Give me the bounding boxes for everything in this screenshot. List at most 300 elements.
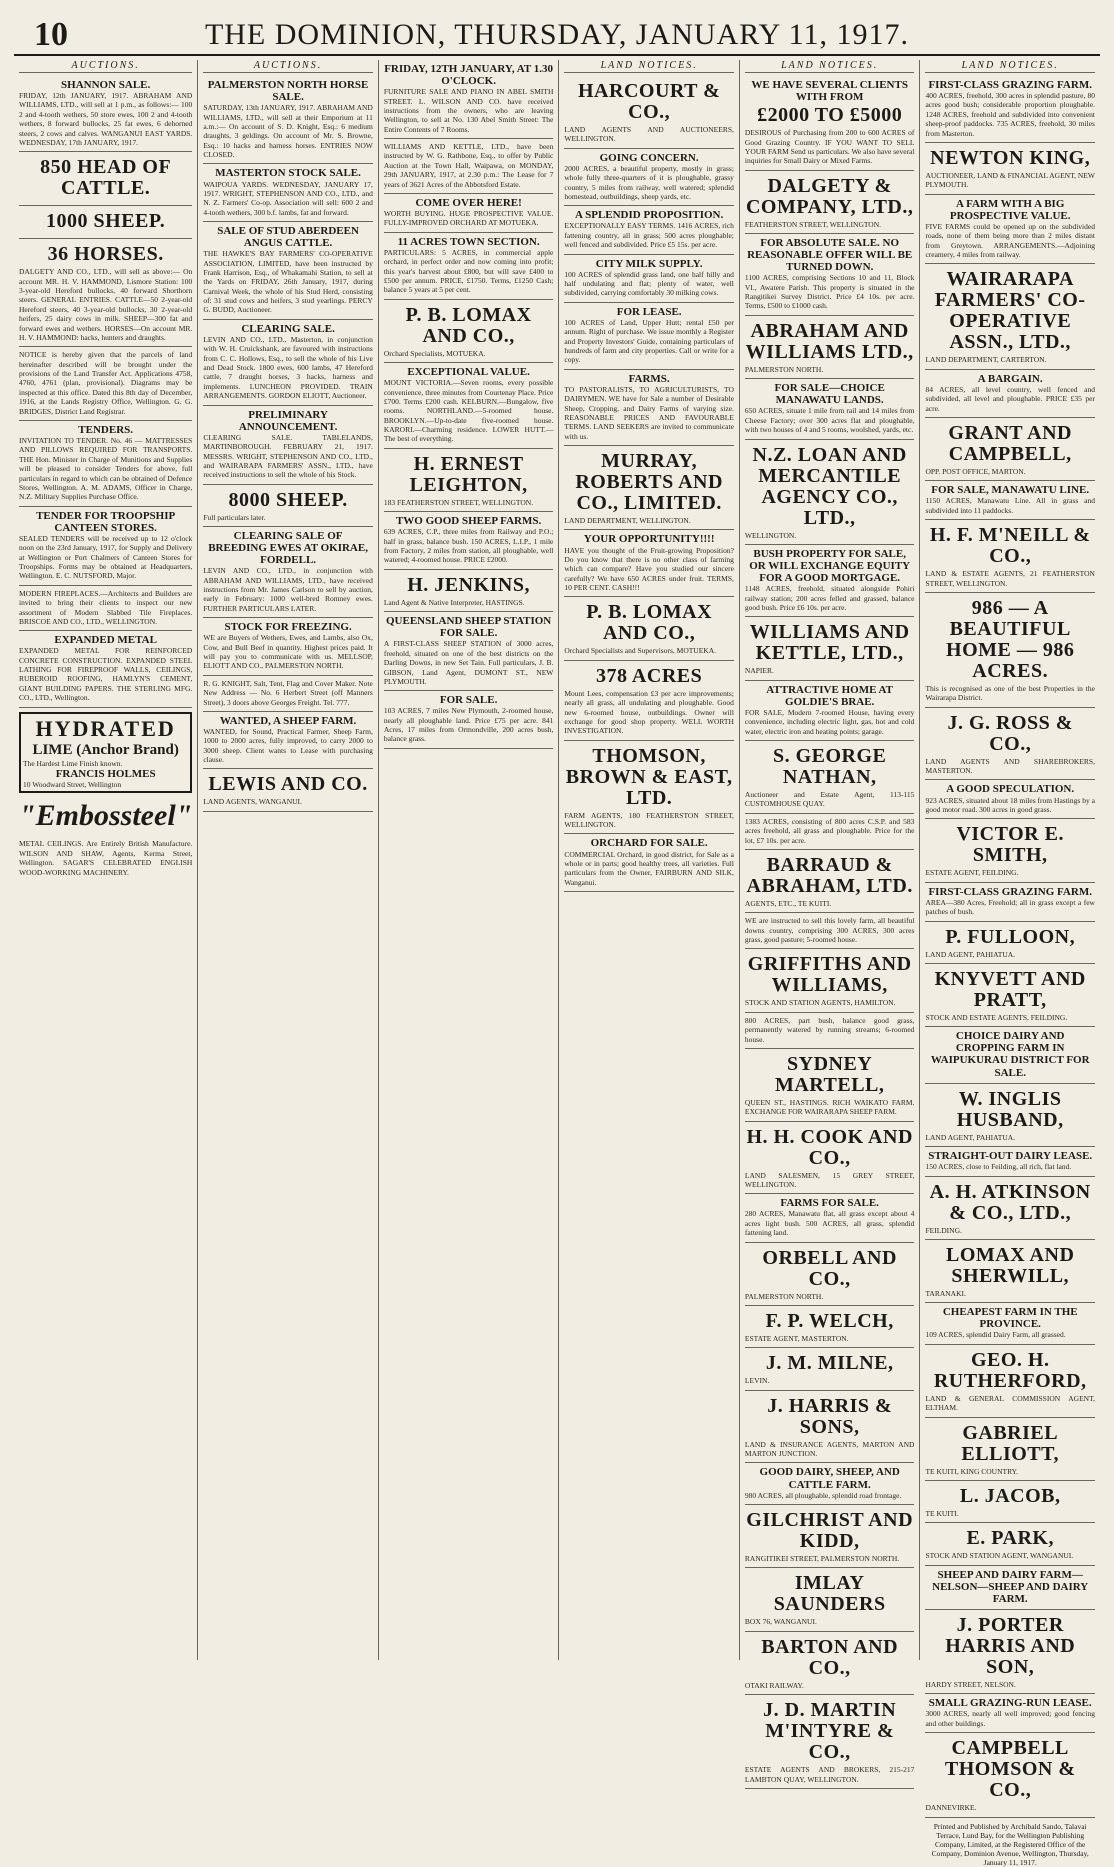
advertisement	[925, 708, 1095, 781]
ad-body-text: RANGITIKEI STREET, PALMERSTON NORTH.	[744, 1554, 900, 1564]
ad-heading: CHEAPEST FARM IN THE PROVINCE.	[942, 1306, 1078, 1331]
advertisement	[925, 1418, 1095, 1481]
advertisement	[925, 593, 1095, 708]
ad-body-text: LAND AGENTS, WANGANUI.	[203, 797, 302, 807]
ad-heading: A BARGAIN.	[977, 372, 1043, 385]
advertisement	[203, 76, 373, 164]
advertisement	[745, 1695, 915, 1789]
ad-body-text: 84 ACRES, all level country, well fenced and subdivided, all level and ploughable. PRICE £35 per acre.	[925, 384, 1095, 413]
advertisement	[745, 316, 915, 379]
ad-body-text: OTAKI RAILWAY.	[744, 1680, 804, 1690]
advertisement	[925, 1084, 1095, 1147]
ad-body-text: LAND AGENT, PAHIATUA.	[925, 1132, 1016, 1142]
ad-advertiser-name: £2000 TO £5000	[757, 104, 903, 127]
ad-body-text: MODERN FIREPLACES.—Architects and Builders are invited to bring their clients to inspect our new assortment of Modern Slabbed Tile Fireplaces. BRISCOE AND CO., LTD., WELLINGTON.	[19, 588, 193, 626]
advertisement	[745, 741, 915, 814]
ad-heading: EXCEPTIONAL VALUE.	[407, 366, 530, 379]
ad-advertiser-name: 378 ACRES	[596, 664, 703, 687]
ad-advertiser-name: 36 HORSES.	[47, 243, 164, 266]
ad-body-text: WELLINGTON.	[744, 530, 797, 540]
ad-heading: FOR ABSOLUTE SALE. NO REASONABLE OFFER WILL BE TURNED DOWN.	[747, 237, 913, 274]
ad-body-text: 400 ACRES, freehold, 300 acres in splendid pasture, 80 acres good bush; considerable proportion ploughable. 1248 ACRES, freehold and subdivided into convenient sheep-proof paddocks. 735 ACRES, freehold, 30 miles from Masterton.	[925, 91, 1095, 138]
ad-body-text: COMMERCIAL Orchard, in good district, for Sale as a whole or in parts; good healthy trees, all varieties. Full particulars from the Owner, FAIRBURN AND SILK, Wanganui.	[564, 849, 734, 887]
advertisement	[745, 1632, 915, 1695]
ad-advertiser-name: WILLIAMS AND KETTLE, LTD.,	[749, 621, 910, 665]
ad-heading: ORCHARD FOR SALE.	[590, 837, 708, 850]
ad-heading: FOR SALE.	[439, 694, 498, 707]
ad-advertiser-name: F. P. WELCH,	[765, 1309, 894, 1332]
advertisement	[19, 631, 192, 707]
ad-body-text: WORTH BUYING. HUGE PROSPECTIVE VALUE. FULLY-IMPROVED ORCHARD AT MOTUEKA.	[383, 209, 554, 228]
ad-advertiser-name: THOMSON, BROWN & EAST, LTD.	[565, 744, 733, 809]
ad-heading: TENDER FOR TROOPSHIP CANTEEN STORES.	[36, 509, 176, 534]
ad-body-text: STOCK AND STATION AGENTS, HAMILTON.	[744, 998, 896, 1008]
advertisement	[925, 922, 1095, 964]
advertisement	[384, 60, 554, 139]
ad-body-text: WE are Buyers of Wethers, Ewes, and Lambs, also Ox, Cow, and Bull Beef in quantity. Highest prices paid. It will pay you to communicate with us. MELLSOP, ELIOTT AND CO., PALMERSTON NORTH.	[203, 633, 373, 671]
advertisement	[745, 1568, 915, 1631]
advertisement	[203, 164, 373, 222]
ad-advertiser-name: CAMPBELL THOMSON & CO.,	[944, 1737, 1076, 1802]
advertisement	[925, 883, 1095, 922]
advertisement	[925, 1345, 1095, 1418]
lime-tagline: The Hardest Lime Finish known.	[23, 758, 123, 768]
ad-heading: FARMS.	[628, 372, 670, 385]
advertisement	[745, 379, 915, 439]
advertisement	[203, 222, 373, 320]
ad-body-text: LAND & ESTATE AGENTS, 21 FEATHERSTON STREET, WELLINGTON.	[925, 569, 1095, 588]
ad-body-text: ESTATE AGENTS AND BROKERS, 215-217 LAMBTON QUAY, WELLINGTON.	[744, 1765, 915, 1784]
ad-body-text: NAPIER.	[744, 666, 774, 676]
advertisement	[564, 597, 734, 660]
ad-body-text: LAND & GENERAL COMMISSION AGENT, ELTHAM.	[925, 1393, 1095, 1413]
ad-body-text: TE KUITI, KING COUNTRY.	[925, 1466, 1019, 1476]
advertisement	[925, 481, 1095, 520]
ad-body-text: LAND AGENT, PAHIATUA.	[925, 949, 1016, 959]
ad-advertiser-name: 986 — A BEAUTIFUL HOME — 986 ACRES.	[946, 596, 1075, 682]
ad-body-text: LEVIN.	[744, 1376, 770, 1386]
advertisement	[564, 741, 734, 835]
ad-body-text: LEVIN AND CO., LTD., in conjunction with ABRAHAM AND WILLIAMS, LTD., have received instructions from Mr. James Carlson to sell by auction, early in February: 1000 well-bred Romney ewes. FURTHER PARTICULARS LATER.	[203, 566, 373, 613]
ad-body-text: 280 ACRES, Manawatu flat, all grass except about 4 acres light bush. 500 ACRES, all grass, splendid fattening land.	[744, 1209, 915, 1238]
ad-body-text: Full particulars later.	[203, 512, 266, 522]
advertisement	[564, 834, 734, 892]
advertisement	[925, 1240, 1095, 1303]
ad-body-text: DESIROUS of Purchasing from 200 to 600 ACRES of Good Grazing Country. IF YOU WANT TO SELL YOUR FARM Send us particulars. We also have several inquiries for Small Dairy or Mixed Farms.	[744, 128, 915, 166]
ad-heading: CLEARING SALE OF BREEDING EWES AT OKIRAE, FORDELL.	[208, 530, 368, 567]
ad-heading: GOOD DAIRY, SHEEP, AND CATTLE FARM.	[759, 1466, 900, 1491]
ad-body-text: R. G. KNIGHT, Salt, Tent, Flag and Cover Maker. Note New Address — No. 6 Herbert Street (off Manners Street), 3 doors above Georges Freight. Tel. 777.	[203, 678, 373, 707]
ad-heading: FOR LEASE.	[616, 305, 682, 318]
ad-heading: GOING CONCERN.	[599, 151, 699, 164]
advertisement	[203, 676, 373, 712]
ad-advertiser-name: 850 HEAD OF CATTLE.	[40, 156, 172, 200]
advertisement	[564, 303, 734, 370]
ad-heading: CLEARING SALE.	[241, 322, 335, 335]
ad-advertiser-name: GRIFFITHS AND WILLIAMS,	[747, 953, 912, 997]
ad-advertiser-name: H. ERNEST LEIGHTON,	[409, 452, 528, 496]
advertisement	[745, 913, 915, 949]
column-2	[198, 60, 379, 1660]
embossteel-logo: "Embossteel"	[19, 799, 193, 833]
ad-advertiser-name: W. INGLIS HUSBAND,	[956, 1087, 1064, 1131]
ad-body-text: WE are instructed to sell this lovely farm, all beautiful downs country, comprising 300 ACRES, 300 acres grass, good pasture; 5-roomed house.	[744, 916, 915, 944]
advertisement	[925, 964, 1095, 1027]
advertisement	[19, 347, 192, 421]
advertisement	[925, 1027, 1095, 1083]
ad-body-text: SATURDAY, 13th JANUARY, 1917. ABRAHAM AND WILLIAMS, LTD., will sell at their Emporium at 11 a.m.:— On account of S. D. Knight, Esq.: 6 medium draughts, 3 geldings. On account of Mr. S. Browne, Esq.: 10 hacks and harness horses. ENTRIES NOW CLOSED.	[203, 103, 373, 160]
advertisement	[925, 1177, 1095, 1240]
ad-body-text: CLEARING SALE. TABLELANDS, MARTINBOROUGH. FEBRUARY 21, 1917. MESSRS. WRIGHT, STEPHENSON AND CO., LTD., and WAIRARAPA FARMERS' ASSN., LTD., have received instructions to sell the whole of his Stock.	[203, 432, 373, 480]
ad-body-text: FURNITURE SALE AND PIANO IN ABEL SMITH STREET. L. WILSON AND CO. have received instructions from the owners, who are leaving Wellington, to sell at No. 130 Abel Smith Street: The Entire Contents of 7 Rooms.	[383, 87, 554, 134]
ad-body-text: EXCEPTIONALLY EASY TERMS. 1416 ACRES, rich fattening country, all in grass; 500 acres ploughable; well fenced and subdivided. Price £5 15s. per acre.	[564, 221, 734, 250]
advertisement	[19, 152, 192, 206]
ad-body-text: OPP. POST OFFICE, MARTON.	[925, 467, 1026, 476]
ad-body-text: FEILDING.	[925, 1225, 962, 1235]
column-6	[920, 60, 1100, 1867]
ad-heading: PRELIMINARY ANNOUNCEMENT.	[238, 408, 338, 433]
advertisement	[745, 1013, 915, 1049]
ad-body-text: 103 ACRES, 7 miles New Plymouth, 2-roomed house, nearly all ploughable land. Price £75 per acre. 841 Acres, 17 miles from Ormondville, 200 acres bush, balance grass.	[383, 706, 554, 744]
ad-heading: EXPANDED METAL	[54, 634, 157, 647]
ad-advertiser-name: BARRAUD & ABRAHAM, LTD.	[746, 853, 913, 897]
ad-body-text: 109 ACRES, splendid Dairy Farm, all grassed.	[925, 1330, 1066, 1340]
ad-advertiser-name: 8000 SHEEP.	[228, 488, 348, 511]
ad-advertiser-name: L. JACOB,	[959, 1484, 1061, 1507]
advertisement	[384, 612, 554, 691]
advertisement	[203, 485, 373, 527]
advertisement	[925, 1566, 1095, 1610]
ad-advertiser-name: A. H. ATKINSON & CO., LTD.,	[929, 1180, 1091, 1224]
advertisement	[203, 406, 373, 485]
lime-address: 10 Woodward Street, Wellington	[23, 780, 122, 790]
ad-body-text: LAND DEPARTMENT, CARTERTON.	[925, 355, 1047, 365]
advertisement	[925, 1303, 1095, 1345]
ad-advertiser-name: GRANT AND CAMPBELL,	[948, 422, 1072, 465]
advertisement	[925, 76, 1095, 143]
advertisement	[19, 206, 192, 239]
ad-heading: TENDERS.	[78, 423, 134, 436]
ad-body-text: SEALED TENDERS will be received up to 12 o'clock noon on the 23rd January, 1917, for Supply and Delivery at Wellington or Port Chalmers of Canteen Stores for Troopships. Forms may be obtained at Headquarters, Wellington. E. C. NUTSFORD, Major.	[19, 533, 193, 581]
ad-heading: MASTERTON STOCK SALE.	[215, 167, 361, 180]
ad-advertiser-name: VICTOR E. SMITH,	[956, 823, 1064, 867]
ad-body-text: HARDY STREET, NELSON.	[925, 1679, 1016, 1689]
ad-body-text: TARANAKI.	[925, 1288, 966, 1298]
ad-heading: FIRST-CLASS GRAZING FARM.	[928, 885, 1092, 898]
advertisement	[745, 949, 915, 1012]
ad-heading: WE HAVE SEVERAL CLIENTS WITH FROM	[751, 79, 908, 104]
advertisement	[925, 370, 1095, 418]
ad-body-text: WAIPOUA YARDS. WEDNESDAY, JANUARY 17, 1917. WRIGHT, STEPHENSON AND CO., LTD., and N. Z. Farmers' Co-op. Association will sell: 600 2 and 4-tooth wethers, 300 b.f. lambs, fat and forward.	[203, 179, 373, 217]
ad-body-text: 100 ACRES of splendid grass land, one half hilly and half undulating and flat; plenty of water, well subdivided, carrying comfortably 30 milking cows.	[564, 269, 734, 298]
ad-body-text: 980 ACRES, all ploughable, splendid road frontage.	[744, 1490, 902, 1500]
ad-body-text: 650 ACRES, situate 1 mile from rail and 14 miles from Cheese Factory; over 300 acres flat and ploughable, with two houses of 4 and 5 rooms, woolshed, yards, etc.	[744, 406, 915, 435]
advertisement	[925, 1733, 1095, 1817]
advertisement	[745, 1243, 915, 1306]
ad-body-text: INVITATION TO TENDER. No. 46 — MATTRESSES AND PILLOWS REQUIRED FOR TRANSPORTS. THE Hon. Minister in Charge of Munitions and Supplies will be pleased to consider Tenders for above, full particulars in regard to which can be obtained of Defence Stores, Wellington. A. M. ADAMS, Officer in Charge, N.Z. Military Supplies Purchase Office.	[19, 436, 193, 502]
ad-heading: FRIDAY, 12TH JANUARY, AT 1.30 O'CLOCK.	[384, 63, 554, 88]
advertisement	[925, 520, 1095, 593]
advertisement	[745, 1463, 915, 1505]
advertisement	[384, 139, 554, 194]
advertisement	[745, 850, 915, 913]
column-1	[14, 60, 198, 1660]
ad-advertiser-name: H. F. M'NEILL & CO.,	[929, 524, 1091, 568]
advertisement	[745, 545, 915, 617]
advertisement	[564, 76, 734, 149]
ad-body-text: DANNEVIRKE.	[925, 1803, 977, 1813]
ad-heading: A SPLENDID PROPOSITION.	[575, 209, 724, 222]
advertisement	[564, 206, 734, 254]
ad-heading: FOR SALE, MANAWATU LINE.	[931, 484, 1090, 497]
advertisement	[203, 320, 373, 406]
ad-advertiser-name: J. PORTER HARRIS AND SON,	[945, 1613, 1076, 1678]
ad-advertiser-name: HARCOURT & CO.,	[578, 80, 721, 123]
advertisement	[19, 586, 192, 632]
advertisement	[745, 1194, 915, 1242]
advertisement	[203, 618, 373, 676]
ad-advertiser-name: WAIRARAPA FARMERS' CO-OPERATIVE ASSN., LTD.,	[934, 268, 1086, 354]
ad-body-text: TO PASTORALISTS, TO AGRICULTURISTS, TO DAIRYMEN. WE have for Sale a number of Desirable Sheep, Cropping, and Dairy Farms of varying size. REASONABLE PRICES AND FAVOURABLE TERMS. LAND SEEKERS are invited to communicate with us.	[564, 384, 734, 441]
ad-heading: CITY MILK SUPPLY.	[595, 257, 703, 270]
ad-heading: A FARM WITH A BIG PROSPECTIVE VALUE.	[949, 197, 1071, 222]
ad-body-text: FRIDAY, 12th JANUARY, 1917. ABRAHAM AND WILLIAMS, LTD., will sell at 1 p.m., as follows:— 100 2 and 4-tooth wethers, 50 store ewes, 100 2 and 4-tooth wethers, 8 forward bullocks, 25 fat ewes, 6 dehorned steers, 2 cows and calves. WANGANUI EAST YARDS. WEDNESDAY, 17th JANUARY, 1917.	[19, 91, 193, 147]
ad-advertiser-name: ABRAHAM AND WILLIAMS LTD.,	[745, 319, 914, 363]
advertisement	[384, 233, 554, 300]
ad-body-text: AREA—380 Acres, Freehold; all in grass except a few patches of bush.	[925, 897, 1095, 917]
ad-body-text: WILLIAMS AND KETTLE, LTD., have been instructed by W. G. Rathbone, Esq., to offer by Public Auction at the Town Hall, Waipawa, on MONDAY, 29th JANUARY, 1917, at 2.30 p.m.: The Lease for 7 years of 3621 Acres of the Abbotsford Estate.	[383, 142, 554, 189]
ad-advertiser-name: J. M. MILNE,	[765, 1352, 894, 1375]
ad-body-text: 183 FEATHERSTON STREET, WELLINGTON.	[383, 497, 534, 507]
ad-body-text: WANTED, for Sound, Practical Farmer, Sheep Farm, 1000 to 2000 acres, fully improved, to carry 2000 to 3000 sheep. Client wants to Lease with purchasing clause.	[203, 726, 373, 765]
publisher-footer: Printed and Published by Archibald Sando, Talavai Terrace, Lund Bay, for the Wellington Publishing Company, Limited, at the Registered Office of the Company, Dominion Avenue, Wellington, Thursday, January 11, 1917.	[931, 1821, 1089, 1867]
advertisement	[745, 1505, 915, 1568]
advertisement	[564, 149, 734, 207]
column-heading: LAND NOTICES.	[745, 60, 915, 73]
ad-body-text: STOCK AND ESTATE AGENTS, FEILDING.	[925, 1012, 1068, 1022]
advertisement	[925, 780, 1095, 819]
columns	[14, 60, 1100, 1867]
ad-heading: WANTED, A SHEEP FARM.	[219, 714, 357, 727]
ad-advertiser-name: N.Z. LOAN AND MERCANTILE AGENCY CO., LTD.,	[752, 443, 907, 529]
ad-advertiser-name: IMLAY SAUNDERS	[773, 1572, 886, 1616]
advertisement	[925, 264, 1095, 369]
ad-advertiser-name: E. PARK,	[966, 1527, 1054, 1550]
ad-body-text: 100 ACRES of Land, Upper Hutt; rental £50 per annum. Right of purchase. We issue monthly a Register and Property Investors' Guide, containing particulars of hundreds of farm and city properties. Call or write for a copy.	[564, 317, 734, 365]
ad-body-text: Mount Lees, compensation £3 per acre improvements; nearly all grass, all undulating and ploughable. Good new 6-roomed house, outbuildings. Owner will exchange for good shop property. WELL WORTH INVESTIGATION.	[564, 688, 734, 736]
column-heading: AUCTIONS.	[203, 60, 373, 73]
ad-body-text: LAND & INSURANCE AGENTS, MARTON AND MARTON JUNCTION.	[744, 1439, 915, 1459]
advertisement	[564, 370, 734, 446]
ad-body-text: THE HAWKE'S BAY FARMERS' CO-OPERATIVE ASSOCIATION, LIMITED, have been instructed by Frank Harrison, Esq., of Whakamahi Station, to sell at the Yards on FRIDAY, 26th January, 1917, during Carnival Week, the whole of his Stud Herd, consisting of: 31 stud cows and heifers, 3 stud yearlings. PERCY G. BUDD, Auctioneer.	[203, 249, 373, 315]
column-heading: LAND NOTICES.	[564, 60, 734, 73]
ad-body-text: ESTATE AGENT, MASTERTON.	[744, 1333, 849, 1343]
ad-body-text: Orchard Specialists and Supervisors, MOTUEKA.	[564, 646, 717, 656]
advertisement	[925, 1694, 1095, 1733]
advertisement	[384, 449, 554, 512]
ad-advertiser-name: LOMAX AND SHERWILL,	[946, 1243, 1075, 1287]
advertisement	[19, 239, 192, 347]
lime-brand: LIME (Anchor Brand)	[32, 741, 179, 758]
ad-advertiser-name: P. FULLOON,	[945, 925, 1076, 948]
ad-heading: A GOOD SPECULATION.	[946, 783, 1075, 796]
ad-advertiser-name: P. B. LOMAX AND CO.,	[405, 303, 532, 347]
ad-body-text: FOR SALE, Modern 7-roomed House, having every convenience, including electric light, gas, hot and cold water, electric iron and heating points; garage.	[744, 707, 915, 736]
ad-body-text: ESTATE AGENT, FEILDING.	[925, 868, 1019, 878]
ad-body-text: 3000 ACRES, nearly all well improved; good fencing and other buildings.	[925, 1709, 1095, 1728]
ad-body-text: 923 ACRES, situated about 18 miles from Hastings by a good motor road. 300 acres in good grass.	[925, 795, 1095, 814]
ad-body-text: LAND AGENTS AND AUCTIONEERS, WELLINGTON.	[564, 125, 734, 144]
advertisement	[745, 1348, 915, 1390]
advertisement	[19, 507, 192, 586]
ad-heading: ATTRACTIVE HOME AT GOLDIE'S BRAE.	[766, 683, 894, 708]
column-heading: AUCTIONS.	[19, 60, 192, 73]
ad-advertiser-name: GILCHRIST AND KIDD,	[746, 1509, 914, 1553]
ad-heading: QUEENSLAND SHEEP STATION FOR SALE.	[385, 615, 552, 640]
ad-body-text: A FIRST-CLASS SHEEP STATION of 3000 acres, freehold, situated on one of the best districts on the Darling Downs, in new Set Tain. Full particulars, J. B. GIBSON, Land Agent, DUMONT ST., NEW PLYMOUTH.	[383, 639, 554, 686]
advertisement	[564, 446, 734, 530]
advertisement	[564, 255, 734, 303]
ad-body-text: FARM AGENTS, 180 FEATHERSTON STREET, WELLINGTON.	[564, 810, 734, 830]
advertisement	[384, 570, 554, 612]
advertisement	[745, 1306, 915, 1348]
ad-body-text: PALMERSTON NORTH.	[744, 364, 824, 374]
ad-body-text: LEVIN AND CO., LTD., Masterton, in conjunction with W. H. Cruickshank, are favoured with instructions from C. C. Hollows, Esq., to sell the whole of his Live and Dead Stock. 1800 ewes, 600 lambs, 47 Hereford cattle, 7 draught horses, 3 hacks, harness and implements. LUNCHEON PROVIDED. TRAIN ARRANGEMENTS. GORDON ELIOTT, Auctioneer.	[203, 334, 373, 401]
ad-body-text: AUCTIONEER, LAND & FINANCIAL AGENT, NEW PLYMOUTH.	[925, 170, 1095, 190]
ad-heading: SMALL GRAZING-RUN LEASE.	[928, 1697, 1092, 1710]
ad-body-text: MOUNT VICTORIA.—Seven rooms, every possible convenience, three minutes from Courtenay Place. Price £700. Terms £200 cash. KELBURN.—Bungalow, five rooms. NORTHLAND.—5-roomed house. BROOKLYN.—Up-to-date five-roomed house. KARORI.—Charming residence. LOWER HUTT.—The best of everything.	[383, 378, 554, 444]
advertisement	[925, 1610, 1095, 1694]
ad-body-text: 1100 ACRES, comprising Sections 10 and 11, Block VI., Awatere Parish. This property is situated in the Rangitikei Survey District. Price £4 10s. per acre. Terms, £500 to £1000 cash.	[744, 273, 915, 311]
advertisement	[745, 440, 915, 545]
ad-body-text: HAVE you thought of the Fruit-growing Proposition? Do you know that there is no other class of farming which can compare? Have you studied our sincere carefully? We have 650 ACRES under fruit. TERMS, 10 PER CENT. CASH!!!	[564, 545, 734, 593]
ad-body-text: NOTICE is hereby given that the parcels of land hereinafter described will be brought under the provisions of the Land Transfer Act. Applications 4758, 4760, 4761 (plan, provisional). Diagrams may be inspected at this office. Dated this 8th day of December, 1916, at the Lands Registry Office, Wellington. G. G. BRIDGES, District Land Registrar.	[19, 350, 193, 416]
ad-body-text: TE KUITI.	[925, 1508, 959, 1518]
advertisement	[925, 1523, 1095, 1565]
ad-body-text: Orchard Specialists, MOTUEKA.	[383, 348, 486, 358]
advertisement	[925, 418, 1095, 481]
ad-heading: 11 ACRES TOWN SECTION.	[397, 235, 540, 248]
ad-advertiser-name: P. B. LOMAX AND CO.,	[586, 601, 713, 645]
ad-heading: SHANNON SALE.	[61, 79, 151, 91]
hydrated-lime-ad	[19, 712, 192, 794]
newspaper-title: THE DOMINION, THURSDAY, JANUARY 11, 1917.	[204, 18, 910, 51]
ad-heading: YOUR OPPORTUNITY!!!!	[583, 533, 715, 546]
ad-advertiser-name: KNYVETT AND PRATT,	[934, 967, 1086, 1011]
embossteel-body: METAL CEILINGS. Are Entirely British Manufacture. WILSON AND SHAW, Agents, Kerma Street, Wellington. SAGAR'S CELEBRATED ENGLISH WOOD-WORKING MACHINERY.	[19, 839, 193, 877]
ad-advertiser-name: BARTON AND CO.,	[761, 1635, 899, 1679]
advertisement	[925, 1147, 1095, 1176]
advertisement	[925, 819, 1095, 882]
ad-advertiser-name: NEWTON KING,	[930, 146, 1091, 169]
lime-agent: FRANCIS HOLMES	[55, 767, 156, 780]
advertisement	[925, 143, 1095, 195]
advertisement	[745, 814, 915, 850]
ad-advertiser-name: 1000 SHEEP.	[46, 210, 166, 233]
advertisement	[384, 363, 554, 449]
ad-advertiser-name: H. H. COOK AND CO.,	[746, 1125, 913, 1169]
ad-heading: SALE OF STUD ABERDEEN ANGUS CATTLE.	[217, 225, 359, 250]
advertisement	[384, 512, 554, 570]
advertisement	[925, 195, 1095, 265]
ad-body-text: 639 ACRES, C.P., three miles from Railway and P.O.; half in grass, balance bush. 150 ACRES, L.I.P., 1 mile from Factory, 2 miles from station, all ploughable, well watered; 4-roomed house. PRICE £2000.	[383, 527, 554, 565]
masthead	[14, 14, 1100, 56]
ad-body-text: BOX 76, WANGANUI.	[744, 1617, 817, 1627]
advertisement	[745, 1122, 915, 1195]
column-heading: LAND NOTICES.	[925, 60, 1095, 73]
ad-body-text: 2000 ACRES, a beautiful property, mostly in grass; whole fully three-quarters of it is ploughable, grassy country, 5 miles from railway, well watered; splendid homestead, outbuildings, sheep yards, etc.	[564, 163, 734, 201]
ad-advertiser-name: ORBELL AND CO.,	[762, 1246, 897, 1290]
ad-heading: TWO GOOD SHEEP FARMS.	[395, 515, 542, 528]
ad-body-text: QUEEN ST., HASTINGS. RICH WAIKATO FARM. EXCHANGE FOR WAIRARAPA SHEEP FARM.	[744, 1097, 915, 1117]
ad-body-text: This is recognised as one of the best Properties in the Wairarapa District.	[925, 683, 1095, 703]
advertisement	[203, 769, 373, 811]
ad-body-text: 1150 ACRES, Manawatu Line. All in grass and subdivided into 11 paddocks.	[925, 496, 1095, 515]
advertisement	[203, 712, 373, 770]
advertisement	[745, 617, 915, 680]
ad-advertiser-name: MURRAY, ROBERTS AND CO., LIMITED.	[575, 450, 723, 515]
advertisement	[745, 76, 915, 171]
ad-body-text: Land Agent & Native Interpreter, HASTINGS.	[383, 597, 525, 607]
column-5	[740, 60, 921, 1784]
ad-heading: SHEEP AND DAIRY FARM—NELSON—SHEEP AND DAIRY FARM.	[932, 1568, 1089, 1605]
advertisement	[384, 300, 554, 363]
advertisement	[19, 76, 192, 152]
ad-body-text: Auctioneer and Estate Agent, 113-115 CUSTOMHOUSE QUAY.	[744, 790, 915, 809]
ad-body-text: 800 ACRES, part bush, balance good grass, permanently watered by running streams; 6-roomed house.	[744, 1015, 915, 1044]
page-number: 10	[34, 16, 68, 53]
ad-heading: CHOICE DAIRY AND CROPPING FARM IN WAIPUKURAU DISTRICT FOR SALE.	[930, 1030, 1090, 1079]
lime-title: HYDRATED	[35, 715, 176, 741]
ad-heading: FOR SALE—CHOICE MANAWATU LANDS.	[774, 382, 885, 407]
ad-body-text: LAND DEPARTMENT, WELLINGTON.	[564, 516, 691, 526]
ad-advertiser-name: GABRIEL ELLIOTT,	[961, 1421, 1059, 1465]
ad-heading: COME OVER HERE!	[415, 196, 522, 209]
ad-advertiser-name: LEWIS AND CO.	[208, 773, 368, 796]
ad-advertiser-name: H. JENKINS,	[407, 573, 530, 596]
ad-advertiser-name: J. HARRIS & SONS,	[767, 1394, 893, 1438]
column-3	[379, 60, 560, 1660]
ad-body-text: LAND AGENTS AND SHAREBROKERS, MASTERTON.	[925, 756, 1095, 776]
ad-advertiser-name: J. D. MARTIN M'INTYRE & CO.,	[763, 1699, 897, 1764]
ad-body-text: PARTICULARS: 5 ACRES, in commercial apple orchard, in perfect order and now coming into profit; this year's harvest about £800, but will save £400 to £500 per annum. PRICE, £1750. Terms, £1250 Cash; balance 5 years at 5 per cent.	[383, 247, 554, 295]
ad-body-text: 1148 ACRES, freehold, situated alongside Pohiri railway station; 200 acres felled and grassed, balance good bush. Price £6 10s. per acre.	[744, 584, 915, 612]
advertisement	[384, 691, 554, 749]
ad-body-text: FEATHERSTON STREET, WELLINGTON.	[744, 219, 882, 229]
advertisement	[564, 661, 734, 741]
ad-heading: PALMERSTON NORTH HORSE SALE.	[207, 79, 369, 104]
ad-body-text: PALMERSTON NORTH.	[744, 1291, 824, 1301]
ad-heading: FIRST-CLASS GRAZING FARM.	[928, 79, 1092, 91]
advertisement	[745, 1049, 915, 1122]
ad-advertiser-name: S. GEORGE NATHAN,	[772, 745, 887, 788]
ad-heading: STOCK FOR FREEZING.	[224, 621, 352, 634]
ad-body-text: STOCK AND STATION AGENT, WANGANUI.	[925, 1551, 1074, 1561]
ad-advertiser-name: J. G. ROSS & CO.,	[947, 711, 1073, 755]
ad-body-text: LAND SALESMEN, 15 GREY STREET, WELLINGTON.	[744, 1170, 915, 1189]
advertisement	[745, 1391, 915, 1464]
advertisement	[745, 234, 915, 316]
ad-body-text: DALGETY AND CO., LTD., will sell as above:— On account MR. H. V. HAMMOND, Lismore Station: 100 3-year-old Hereford bullocks, 40 forward Shorthorn steers. GENERAL ENTRIES. CATTLE—50 2-year-old Hereford steers, 40 3-year-old bullocks, 30 2-year-old heifers, 25 dairy cows in milk. SHEEP—300 fat and forward ewes and wethers. HORSES—On account MR. H. V. HAMMOND: hacks, hunters and draughts.	[19, 267, 193, 342]
ad-advertiser-name: DALGETY & COMPANY, LTD.,	[745, 174, 914, 218]
advertisement	[925, 1481, 1095, 1523]
ad-body-text: 150 ACRES, close to Feilding, all rich, flat land.	[925, 1162, 1072, 1172]
ad-advertiser-name: GEO. H. RUTHERFORD,	[933, 1348, 1087, 1392]
ad-body-text: AGENTS, ETC., TE KUITI.	[744, 898, 832, 908]
ad-advertiser-name: SYDNEY MARTELL,	[774, 1052, 885, 1096]
column-4	[559, 60, 740, 1660]
ad-heading: BUSH PROPERTY FOR SALE, OR WILL EXCHANGE EQUITY FOR A GOOD MORTGAGE.	[749, 547, 911, 585]
